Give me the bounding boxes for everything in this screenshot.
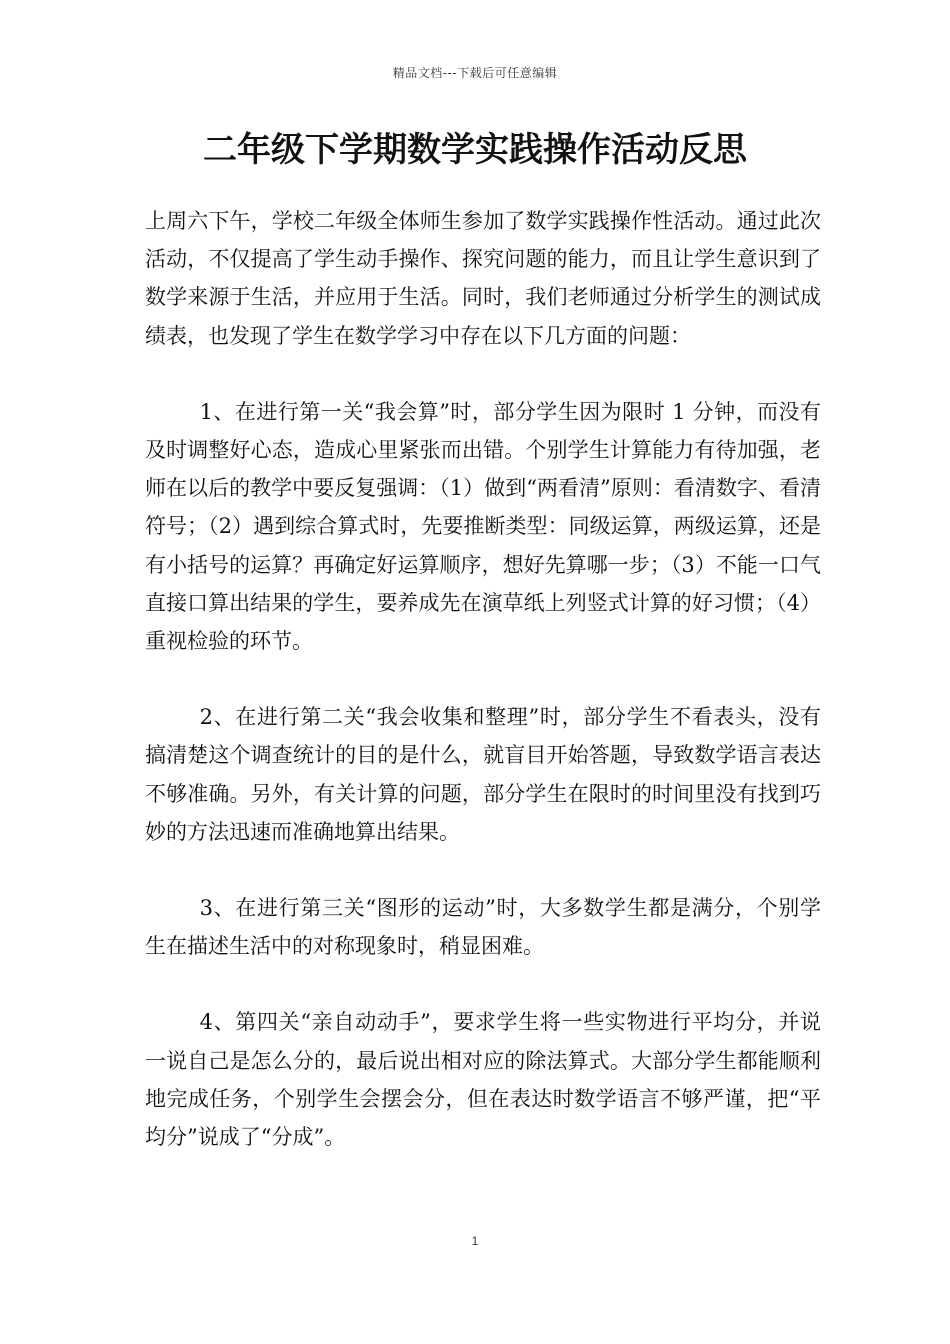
document-body: [145, 202, 821, 1194]
paragraph-item-4: 4、第四关“亲自动动手”，要求学生将一些实物进行平均分，并说一说自己是怎么分的，最后说出相对应的除法算式。大部分学生都能顺利地完成任务，个别学生会摆会分，但在表达时数学语言不够严谨，把“平均分”说成了“分成”。: [145, 1010, 821, 1150]
paragraph-item-2: 2、在进行第二关“我会收集和整理”时，部分学生不看表头，没有搞清楚这个调查统计的目的是什么，就盲目开始答题，导致数学语言表达不够准确。另外，有关计算的问题，部分学生在限时的时间里没有找到巧妙的方法迅速而准确地算出结果。: [145, 705, 821, 844]
document-title: 二年级下学期数学实践操作活动反思: [203, 130, 747, 170]
paragraph-item-1: 1、在进行第一关“我会算”时，部分学生因为限时 1 分钟，而没有及时调整好心态，造成心里紧张而出错。个别学生计算能力有待加强，老师在以后的教学中要反复强调：（1）做到“两看清”原则：看清数字、看清符号；（2）遇到综合算式时，先要推断类型：同级运算，两级运算，还是有小括号的运算？再确定好运算顺序，想好先算哪一步；（3）不能一口气直接口算出结果的学生，要养成先在演草纸上列竖式计算的好习惯；（4）重视检验的环节。: [145, 399, 821, 654]
paragraph-item-3: 3、在进行第三关“图形的运动”时，大多数学生都是满分，个别学生在描述生活中的对称现象时，稍显困难。: [145, 896, 821, 959]
paragraph-intro: 上周六下午，学校二年级全体师生参加了数学实践操作性活动。通过此次活动，不仅提高了学生动手操作、探究问题的能力，而且让学生意识到了数学来源于生活，并应用于生活。同时，我们老师通过分析学生的测试成绩表，也发现了学生在数学学习中存在以下几方面的问题：: [145, 209, 821, 348]
page-header: 精品文档---下载后可任意编辑: [392, 66, 558, 80]
page-number: 1: [471, 1234, 479, 1248]
